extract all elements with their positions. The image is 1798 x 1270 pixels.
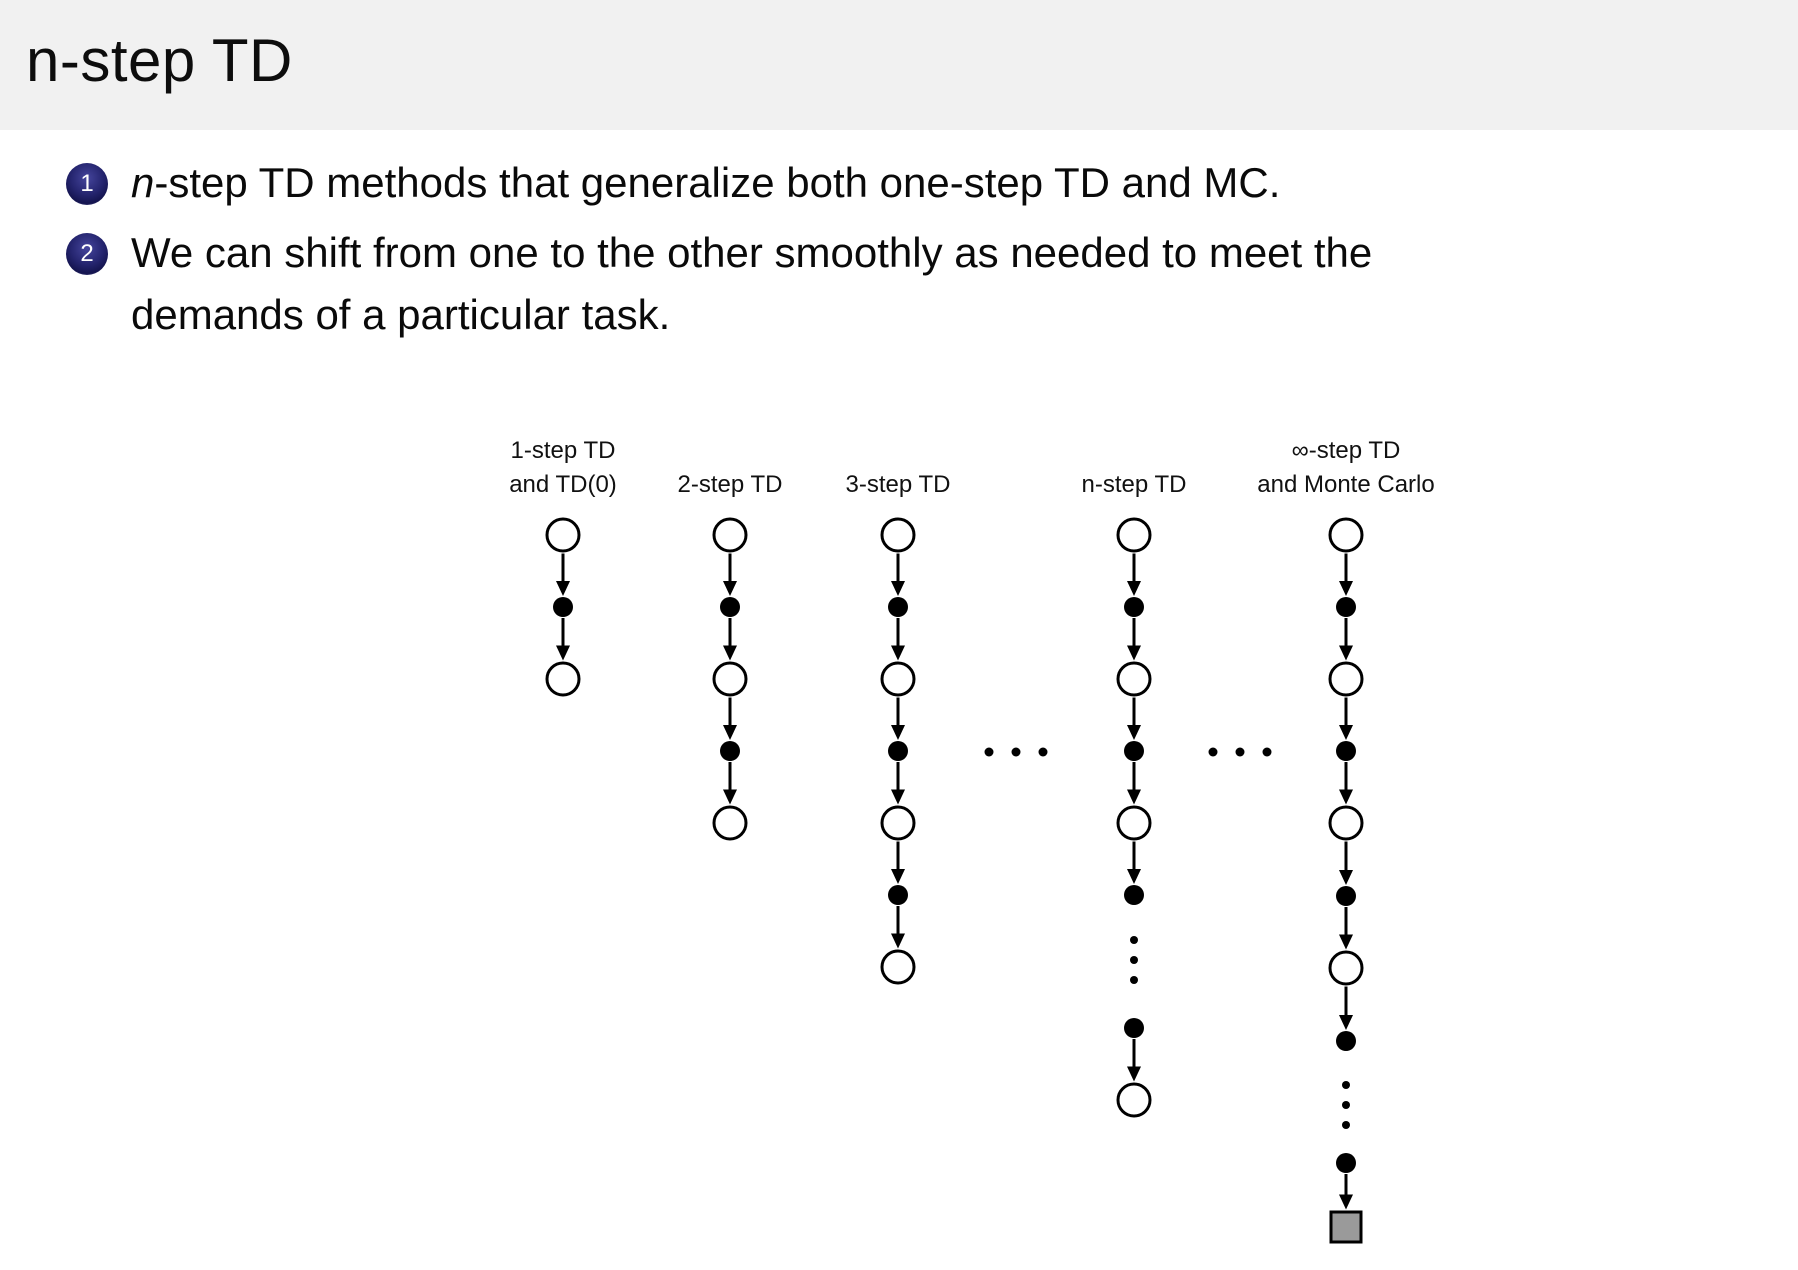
action-node — [1336, 886, 1356, 906]
state-node — [1118, 1084, 1150, 1116]
state-node — [714, 663, 746, 695]
enumeration-badge-1: 1 — [66, 163, 108, 205]
column-label: 3-step TD — [845, 471, 951, 498]
bullet-1-line-1-text: -step TD methods that generalize both one-step TD and MC. — [154, 159, 1281, 206]
vertical-ellipsis-dot — [1342, 1121, 1350, 1129]
state-node — [1330, 663, 1362, 695]
action-node — [720, 741, 740, 761]
state-node — [1330, 952, 1362, 984]
between-column-ellipsis — [985, 748, 1048, 757]
arrowhead — [891, 581, 905, 596]
ellipsis-dot — [1263, 748, 1272, 757]
arrowhead — [1339, 1015, 1353, 1030]
vertical-ellipsis-dot — [1130, 976, 1138, 984]
action-node — [1336, 1031, 1356, 1051]
vertical-ellipsis-dot — [1342, 1101, 1350, 1109]
action-node — [1336, 1153, 1356, 1173]
slide-title: n-step TD — [26, 27, 293, 94]
arrowhead — [1127, 790, 1141, 805]
state-node — [882, 519, 914, 551]
ellipsis-dot — [985, 748, 994, 757]
arrowhead — [1127, 869, 1141, 884]
arrowhead — [1127, 646, 1141, 661]
state-node — [714, 519, 746, 551]
state-node — [882, 663, 914, 695]
backup-column-3-step-td — [846, 471, 951, 983]
between-column-ellipsis — [1209, 748, 1272, 757]
ellipsis-dot — [1012, 748, 1021, 757]
ellipsis-dot — [1236, 748, 1245, 757]
state-node — [547, 663, 579, 695]
state-node — [714, 807, 746, 839]
arrowhead — [1127, 725, 1141, 740]
ellipsis-dot — [1039, 748, 1048, 757]
column-label: ∞-step TD — [1291, 437, 1401, 464]
state-node — [1330, 519, 1362, 551]
enumeration-badge-2: 2 — [66, 233, 108, 275]
action-node — [1336, 597, 1356, 617]
vertical-ellipsis-dot — [1130, 956, 1138, 964]
action-node — [1124, 741, 1144, 761]
arrowhead — [556, 581, 570, 596]
state-node — [882, 951, 914, 983]
arrowhead — [723, 581, 737, 596]
arrowhead — [1339, 935, 1353, 950]
action-node — [888, 885, 908, 905]
italic-lead: n — [131, 159, 155, 206]
vertical-ellipsis-dot — [1342, 1081, 1350, 1089]
state-node — [882, 807, 914, 839]
arrowhead — [891, 725, 905, 740]
arrowhead — [1339, 581, 1353, 596]
arrowhead — [1127, 1067, 1141, 1082]
vertical-ellipsis-dot — [1130, 936, 1138, 944]
arrowhead — [723, 725, 737, 740]
action-node — [1124, 597, 1144, 617]
bullet-2-line-1: We can shift from one to the other smoothly as needed to meet the — [131, 229, 1373, 276]
action-node — [1124, 885, 1144, 905]
column-label: and Monte Carlo — [1257, 471, 1435, 498]
arrowhead — [723, 646, 737, 661]
arrowhead — [1339, 790, 1353, 805]
action-node — [888, 741, 908, 761]
arrowhead — [556, 646, 570, 661]
arrowhead — [1339, 1195, 1353, 1210]
column-label: 1-step TD — [510, 437, 616, 464]
backup-column-n-step-td — [1082, 471, 1187, 1116]
bullet-2-line-2: demands of a particular task. — [131, 291, 671, 338]
action-node — [888, 597, 908, 617]
backup-column-step-td-and-monte-carlo — [1257, 437, 1434, 1242]
backup-column-2-step-td — [678, 471, 783, 839]
arrowhead — [891, 646, 905, 661]
arrowhead — [723, 790, 737, 805]
arrowhead — [1339, 646, 1353, 661]
arrowhead — [891, 790, 905, 805]
state-node — [1330, 807, 1362, 839]
arrowhead — [891, 934, 905, 949]
column-label: n-step TD — [1081, 471, 1187, 498]
state-node — [1118, 519, 1150, 551]
arrowhead — [891, 869, 905, 884]
arrowhead — [1339, 725, 1353, 740]
state-node — [1118, 663, 1150, 695]
state-node — [547, 519, 579, 551]
column-label: 2-step TD — [677, 471, 783, 498]
arrowhead — [1127, 581, 1141, 596]
column-label: and TD(0) — [509, 471, 617, 498]
action-node — [1336, 741, 1356, 761]
backup-column-1-step-td-and-td-0 — [509, 437, 617, 695]
state-node — [1118, 807, 1150, 839]
action-node — [553, 597, 573, 617]
arrowhead — [1339, 870, 1353, 885]
ellipsis-dot — [1209, 748, 1218, 757]
action-node — [720, 597, 740, 617]
action-node — [1124, 1018, 1144, 1038]
terminal-state-node — [1331, 1212, 1361, 1242]
